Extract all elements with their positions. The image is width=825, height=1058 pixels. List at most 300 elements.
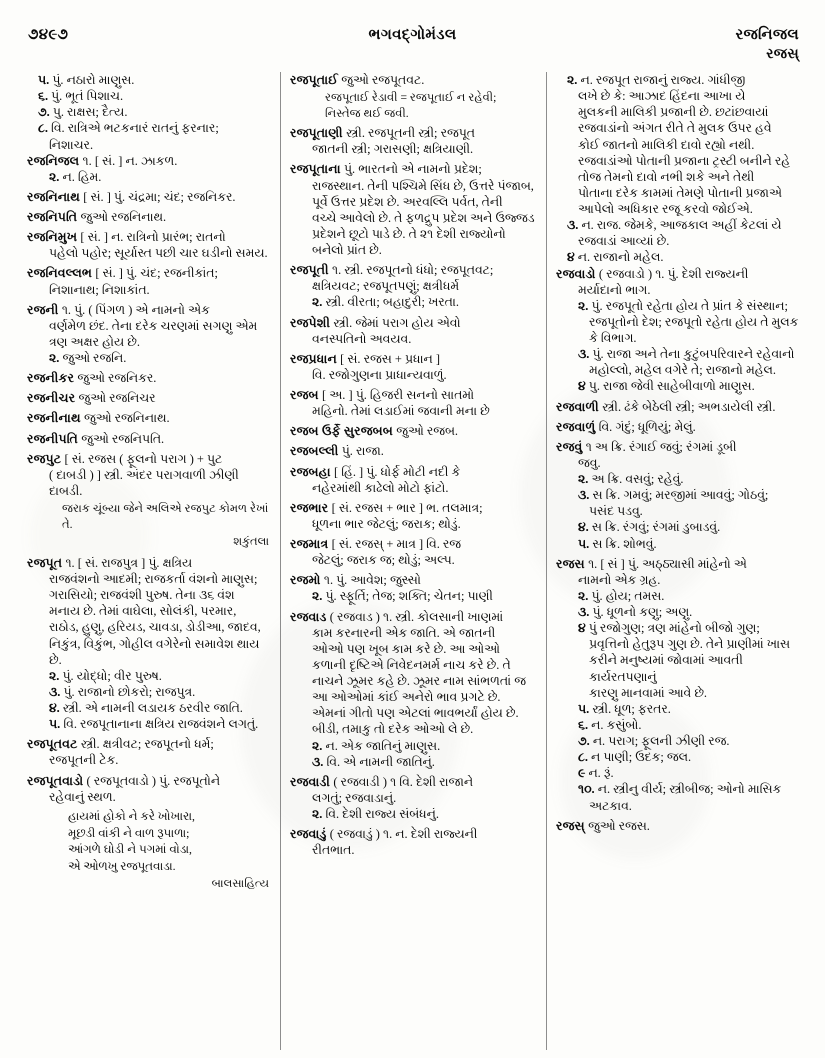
entry-headword: રજપૂતાના xyxy=(290,162,344,177)
entry-continuation-line: બનેલો પ્રાંત છે. xyxy=(312,243,382,258)
entry-continuation-line: એમનાં ગીતો પણ એટલાં ભાવભર્યાં હોય છે. xyxy=(312,706,519,721)
entry-continuation-line: નહેરમાંથી કાઢેલો મોટો ફાંટો. xyxy=(312,480,449,495)
sense-first-line xyxy=(578,519,802,535)
sense-text: વિ. દેશી રાજ્ય સંબંધનું. xyxy=(325,807,439,822)
entry-headword: રજપ્રધાન xyxy=(290,351,341,366)
guide-words xyxy=(735,26,799,63)
dictionary-entry xyxy=(27,555,271,732)
sense-first-line xyxy=(578,749,802,765)
sense-block xyxy=(301,294,537,310)
sense-block xyxy=(301,806,537,822)
sense-block xyxy=(301,738,537,754)
entry-definition: પું. રાજા. xyxy=(341,444,384,459)
entry-continuation-line: બીડી, તમાકુ તો દરેક ઓઓ લે છે. xyxy=(312,722,474,737)
sense-first-line xyxy=(312,294,537,310)
sense-text: જુઓ રજનિ. xyxy=(62,351,127,365)
entry-continuation-line: રાઠોડ, હુણુ, હરિયડ, ચાવડા, ડોડીઆ, જાદવ, xyxy=(49,620,261,635)
entry-headword: રજનીચર xyxy=(27,391,79,406)
sense-block xyxy=(38,668,271,684)
entry-definition: ૧. પું. આવેશ; જુસ્સો xyxy=(323,573,421,588)
sense-first-line xyxy=(38,120,271,136)
entry-first-line xyxy=(290,161,537,177)
sense-block xyxy=(38,684,271,700)
sense-text: ન. રજપૂત રાજાનું રાજ્ય. ગાંધીજી xyxy=(580,73,746,87)
entry-definition: [ અ. ] પું. હિજરી સનનો સાતમો xyxy=(321,388,475,403)
entry-continuation-line: કળાની દૃષ્ટિએ નિવેદનમર્મ નાચ કરે છે. તે xyxy=(312,657,511,672)
dictionary-entry xyxy=(290,72,537,121)
entry-first-line xyxy=(290,572,537,588)
sense-text: પું. નઠારો માણુસ. xyxy=(52,73,135,87)
entry-headword: રજપૂતી xyxy=(290,263,333,278)
sense-block xyxy=(567,620,802,701)
entry-definition: સ્ત્રી. રજપૂતની સ્ત્રી; રજપૂત xyxy=(346,126,475,141)
dictionary-entry xyxy=(27,773,271,892)
entry-continuation-line: નિકુંત્ર, વિકુંભ, ગોહીલ વગેરેનો સમાવેશ થાય છે. xyxy=(49,636,260,667)
sense-number: ૫. xyxy=(578,701,593,716)
entry-headword: રજનીકર xyxy=(27,371,78,386)
sense-first-line xyxy=(578,620,802,636)
column-2 xyxy=(280,72,546,1050)
quotation-block xyxy=(301,90,537,121)
sense-number: ૬. xyxy=(38,89,52,104)
sense-text: વિ. રાત્રિએ ભટકનારં રાતનું ફરનાર; xyxy=(51,121,219,136)
sense-number: ૨. xyxy=(578,588,592,603)
sense-number: ૪ xyxy=(578,379,589,394)
sense-text: વિ. રજપૂતાનાના ક્ષત્રિય રાજવંશને લગતું. xyxy=(63,717,259,732)
entry-first-line xyxy=(290,500,537,516)
sense-first-line xyxy=(578,536,802,552)
entry-definition: ૧ અ ક્રિ. રંગાઈ જવું; રંગમાં ડૂબી xyxy=(585,439,737,454)
entry-continuation-line: ત્રણ અક્ષર હોય છે. xyxy=(49,334,140,349)
sense-text: પુ. રાક્ષસ; દૈત્ય. xyxy=(52,105,128,120)
entry-continuation-line: તોજ તેમનો દાવો નભી શકે અને તેથી xyxy=(578,169,755,184)
sense-first-line xyxy=(49,169,271,185)
sense-block xyxy=(567,536,802,552)
entry-continuation-line: મહોલ્લો, મહેલ વગેરે તે; રાજાનો મહેલ. xyxy=(589,363,777,378)
entry-definition: જુઓ રજનિનાથ. xyxy=(80,210,167,224)
entry-continuation-line: રાજવંશનો આદમી; રાજકર્તા વંશનો માણુસ; xyxy=(49,572,258,587)
sense-block xyxy=(27,88,271,104)
entry-first-line xyxy=(556,399,802,415)
entry-continuation-line: મનાય છે. તેમાં વાઘેલા, સોલંકી, પરમાર, xyxy=(49,604,237,619)
quotation-line: રજપૂતાઈ રેડાવી = રજપૂતાઈ ન રહેવી; xyxy=(325,91,497,105)
entry-continuation-line: ક્ષત્રિયવટ; રજપૂતપણું; ક્ષત્રીધર્મ xyxy=(312,279,460,294)
dictionary-entry xyxy=(290,500,537,532)
sense-text: ન. પરાગ; ફૂલની ઝીણી રજ. xyxy=(592,734,730,748)
entry-first-line xyxy=(27,370,271,386)
entry-definition: [ સં. રજસ ( ફૂલનો પરાગ ) + પુટ xyxy=(64,451,223,466)
entry-headword: રજપૂત xyxy=(27,555,66,570)
entry-continuation-line: ધૂળના ભાર જેટલું; જરાક; થોડું. xyxy=(312,516,461,531)
sense-block xyxy=(38,716,271,732)
verse-line: આંગળે ઘોડી ને પગમાં વોડા, xyxy=(68,842,193,857)
entry-continuation-line: ગરાસિયો; રાજવંશી પુરુષ. તેના ૩૬ વંશ xyxy=(49,588,235,603)
sense-text: સ ક્રિ. શોભવું. xyxy=(592,536,657,551)
sense-number: ૪ xyxy=(578,621,589,636)
entry-continuation-line: રજવાડાંઓ પોતાની પ્રજાના ટ્રસ્ટી બનીને રહે xyxy=(578,153,791,168)
entry-first-line xyxy=(27,209,271,225)
sense-first-line xyxy=(578,717,802,733)
book-title: ભગવદ્ગોમંડલ xyxy=(368,27,457,43)
entry-first-line xyxy=(27,451,271,467)
entry-first-line xyxy=(556,419,802,435)
entry-headword: રજસ્ xyxy=(556,818,589,833)
dictionary-entry xyxy=(290,443,537,459)
sense-text: અ ક્રિ. વસવું; રહેવું. xyxy=(591,472,684,486)
dictionary-entry xyxy=(556,419,802,435)
sense-block xyxy=(27,120,271,152)
entry-first-line xyxy=(290,826,537,842)
sense-first-line xyxy=(578,298,802,314)
sense-number: ૨. xyxy=(312,589,326,604)
entry-continuation-line: કારણુ માનવામાં આવે છે. xyxy=(589,685,707,700)
entry-continuation-line: લગતું; રજવાડાનું. xyxy=(312,790,397,805)
sense-text: પુ. રાજા જેવી સાહેબીવાળો માણુસ. xyxy=(588,379,755,394)
entry-headword: રજનિજલ xyxy=(27,153,83,168)
entry-definition: ૧. સ્ત્રી. રજપૂતનો ધંધો; રજપૂતવટ; xyxy=(332,263,494,278)
entry-definition: જુઓ રજનિનાથ. xyxy=(83,411,170,426)
sense-block xyxy=(556,249,802,265)
sense-block xyxy=(567,749,802,765)
quotation-line: નિસ્તેજ થઈ જવી. xyxy=(325,106,409,120)
sense-first-line xyxy=(49,668,271,684)
sense-number: ૩. xyxy=(49,684,64,699)
entry-headword: રજનીપતિ xyxy=(27,431,82,446)
entry-first-line xyxy=(556,556,802,572)
entry-first-line xyxy=(27,153,271,169)
entry-definition: ૧. [ સં ] પું. અઠ્ઠ્યાસી માંહેનો એ xyxy=(588,556,747,571)
sense-block xyxy=(567,487,802,519)
sense-text: ન. રાજ. જેમકે, આજકાલ અહીં કેટલાં યે xyxy=(581,218,782,233)
sense-text: સ્ત્રી. વીરતા; બહાદુરી; ખરતા. xyxy=(325,295,460,310)
dictionary-entry xyxy=(290,572,537,604)
sense-text: પું રજોગુણ; ત્રણ માંહેનો બીજો ગુણ; xyxy=(588,621,760,636)
entry-continuation-line: મુલકની માલિકી પ્રજાની છે. છટાંછવાયાં xyxy=(578,105,769,120)
sense-first-line xyxy=(578,588,802,604)
dictionary-entry xyxy=(556,439,802,552)
sense-number: ૩. xyxy=(567,218,582,233)
entry-first-line xyxy=(556,439,802,455)
entry-definition: [ હિં. ] પું. ધોર્ફ મોટી નદી કે xyxy=(334,464,461,479)
sense-text: વિ. એ નામની જાતિનું. xyxy=(326,754,435,769)
sense-block xyxy=(567,781,802,813)
entry-first-line xyxy=(27,431,271,447)
entry-continuation-line: મહિનો. તેમાં લડાઈમાં જવાની મના છે xyxy=(312,404,490,419)
entry-headword: રજમાત્ર xyxy=(290,537,332,552)
dictionary-entry xyxy=(27,431,271,447)
quotation-attribution: શકુંતલા xyxy=(233,536,269,549)
dictionary-entry xyxy=(27,265,271,297)
sense-number: ૭. xyxy=(578,734,593,748)
entry-continuation-line: આપેલો અધિકાર રજૂ કરવો જોઈએ. xyxy=(578,202,753,216)
entry-first-line xyxy=(290,423,537,439)
entry-continuation-line: લખે છે કે: આઝાદ હિંદના આખા યે xyxy=(578,89,746,104)
entry-continuation-line: વર્ણમેળ છંદ. તેના દરેક ચરણમાં સગણુ એમ xyxy=(49,318,258,333)
entry-definition: [ સં. ] પું. ચંદ્રમા; ચંદ; રજનિકર. xyxy=(83,189,236,204)
entry-continuation-line: આ ઓઓમાં કાંઈ અનેરો ભાવ પ્રગટે છે. xyxy=(312,690,501,705)
sense-first-line xyxy=(578,471,802,487)
sense-block xyxy=(567,471,802,487)
sense-number: ૩. xyxy=(578,488,593,503)
entry-headword: રજબહા xyxy=(290,464,335,479)
entry-headword: રજવાડ xyxy=(290,609,330,624)
sense-first-line xyxy=(578,701,802,717)
sense-number: ૮. xyxy=(578,750,592,765)
entry-definition: ૧. [ સં. ] ન. ઝાકળ. xyxy=(82,153,178,168)
dictionary-entry xyxy=(290,464,537,496)
entry-headword: રજવું xyxy=(556,439,586,454)
entry-continuation-line: પહેલો પહોર; સૂર્યાસ્ત પછી ચાર ઘડીનો સમય. xyxy=(49,246,268,261)
page-folio-number: ૭૪૯૭ xyxy=(28,27,69,43)
entry-definition: ૧. પું. ( પિંગળ ) એ નામનો એક xyxy=(61,302,210,317)
entry-continuation-line: વચ્ચે આવેલો છે. તે ફળદ્રુપ પ્રદેશ અને ઉજ્જડ xyxy=(312,210,535,225)
dictionary-entry xyxy=(27,302,271,367)
sense-text: ન. સ્ત્રીનુ વીર્ય; સ્ત્રીબીજ; ઓનો માસિક xyxy=(597,782,782,797)
column-1 xyxy=(18,72,280,1050)
entry-definition: જુઓ રજપૂતવટ. xyxy=(341,73,425,87)
sense-block xyxy=(38,169,271,185)
sense-number: ૨. xyxy=(49,169,63,184)
dictionary-entry xyxy=(290,125,537,157)
verse-attribution: બાલસાહિત્ય xyxy=(211,877,269,890)
sense-number: ૨. xyxy=(49,351,63,365)
entry-definition: [ સં. રજસ + ભાર ] ભ. તલમાત્ર; xyxy=(331,500,483,515)
quotation-line: જરાક ચૂંબ્યા જેને અલિએ રજપુટ કોમળ રેખાં તે. xyxy=(62,502,269,531)
entry-definition: ( રજવાડી ) ૧ વિ. દેશી રાજાને xyxy=(333,774,474,789)
entry-headword: રજનિમુખ xyxy=(27,230,81,245)
sense-number: ૪. xyxy=(49,701,63,716)
entry-continuation-line: કામ કરનારની એક જાતિ. એ જાતની xyxy=(312,625,496,640)
entry-headword: રજપૂતાણી xyxy=(290,126,347,141)
sense-number: ૨. xyxy=(312,807,326,822)
sense-text: પું. રાજા અને તેના કુટુંબપરિવારને રહેવાનો xyxy=(592,347,795,362)
entry-first-line xyxy=(290,72,537,88)
entry-first-line xyxy=(556,818,802,834)
sense-first-line xyxy=(38,72,271,88)
entry-first-line xyxy=(27,265,271,281)
entry-definition: જુઓ રજનિચર xyxy=(78,391,156,406)
sense-number: ૪. xyxy=(578,520,592,535)
dictionary-entry xyxy=(27,209,271,225)
sense-first-line xyxy=(38,88,271,104)
entry-definition: જુઓ રજનિપતિ. xyxy=(81,431,165,446)
entry-continuation-line: રજવાડાં આવ્યાં છે. xyxy=(578,234,670,249)
entry-definition: વિ. ગંદું; ધૂળિયું; મેલું. xyxy=(598,419,696,434)
entry-first-line xyxy=(27,390,271,406)
dictionary-entry xyxy=(290,315,537,347)
dictionary-entry xyxy=(27,153,271,185)
entry-headword: રજભાર xyxy=(290,500,332,515)
sense-first-line xyxy=(312,588,537,604)
sense-number: ૨. xyxy=(312,295,326,310)
entry-headword: રજવાડું xyxy=(290,827,330,842)
sense-block xyxy=(556,72,802,217)
quotation-block xyxy=(38,501,271,532)
entry-definition: ૧. [ સં. રાજપુત્ર ] પું. ક્ષત્રિય xyxy=(65,555,193,570)
entry-definition: [ સં. ] ન. રાત્રિનો પ્રારંભ; રાતનો xyxy=(80,230,226,245)
sense-text: પું. સ્ફૂર્તિ; તેજ; શક્તિ; ચેતન; પાણી xyxy=(325,589,493,604)
dictionary-entry xyxy=(290,387,537,419)
dictionary-entry xyxy=(290,423,537,439)
verse-block xyxy=(38,808,271,875)
sense-block xyxy=(567,717,802,733)
sense-first-line xyxy=(312,738,537,754)
sense-block xyxy=(567,519,802,535)
sense-number: ૫. xyxy=(49,717,64,732)
dictionary-entry xyxy=(27,189,271,205)
dictionary-entry xyxy=(27,410,271,426)
entry-first-line xyxy=(27,229,271,245)
dictionary-entry xyxy=(27,229,271,261)
sense-number: ૨. xyxy=(49,668,63,683)
entry-headword: રજબલ્લી xyxy=(290,444,342,459)
dictionary-entry xyxy=(290,609,537,770)
sense-block xyxy=(27,104,271,120)
sense-first-line xyxy=(49,700,271,716)
entry-continuation-line: રહેવાનું સ્થળ. xyxy=(49,789,116,804)
entry-first-line xyxy=(290,315,537,331)
entry-first-line xyxy=(290,536,537,552)
sense-number: ૨. xyxy=(578,472,592,486)
sense-number: ૩. xyxy=(578,605,593,619)
sense-block xyxy=(301,754,537,770)
entry-first-line xyxy=(290,443,537,459)
sense-first-line xyxy=(578,487,802,503)
entry-headword: રજપેશી xyxy=(290,315,334,330)
entry-continuation-line: રાજસ્થાન. તેની પશ્ચિમે સિંધ છે, ઉત્તરે પંજાબ, xyxy=(312,178,534,193)
sense-number: ૪ xyxy=(567,250,578,265)
entry-headword: રજનિપતિ xyxy=(27,210,81,224)
sense-first-line xyxy=(312,754,537,770)
sense-text: પું. યોદ્ધો; વીર પુરુષ. xyxy=(62,668,162,683)
sense-first-line xyxy=(567,217,802,233)
entry-continuation-line: કરીને મનુષ્યમાં જોવામાં આવતી કાર્યરતપણાનું xyxy=(589,653,743,684)
entry-headword: રજવાળું xyxy=(556,419,599,434)
sense-first-line xyxy=(578,765,802,781)
entry-continuation-line: નિશાનાથ; નિશાકાંત. xyxy=(49,282,150,297)
entry-first-line xyxy=(27,410,271,426)
entry-continuation-line: મર્યાદાનો ભાગ. xyxy=(578,282,651,297)
entry-continuation-line: રજવાડાંનો અંગત રીતે તે મુલક ઉપર હવે xyxy=(578,121,772,136)
sense-block xyxy=(567,588,802,604)
entry-continuation-line: વિ. રજોગુણના પ્રાધાન્યવાળું. xyxy=(312,367,447,382)
entry-headword: રજની xyxy=(27,302,62,317)
text-columns xyxy=(18,72,811,1050)
sense-first-line xyxy=(312,806,537,822)
sense-first-line xyxy=(49,716,271,732)
sense-first-line xyxy=(49,684,271,700)
dictionary-entry xyxy=(27,370,271,386)
sense-first-line xyxy=(567,72,802,88)
dictionary-entry xyxy=(290,536,537,568)
entry-first-line xyxy=(290,774,537,790)
sense-first-line xyxy=(578,378,802,394)
dictionary-entry xyxy=(556,556,802,814)
sense-block xyxy=(556,217,802,249)
sense-first-line xyxy=(578,781,802,797)
entry-continuation-line: રજપૂતની ટેક. xyxy=(49,753,119,768)
entry-first-line xyxy=(290,125,537,141)
entry-headword: રજનિવલ્લભ xyxy=(27,266,96,281)
sense-first-line xyxy=(578,604,802,620)
sense-number: ૨. xyxy=(578,298,592,313)
entry-continuation-line: ઓઓ પણ ખૂબ કામ કરે છે. આ ઓઓ xyxy=(312,641,500,656)
guide-word-primary: રજનિજલ xyxy=(735,27,799,43)
entry-headword: રજસ xyxy=(556,556,589,571)
entry-continuation-line: પસંદ પડવુ. xyxy=(589,504,643,519)
entry-first-line xyxy=(27,302,271,318)
sense-block xyxy=(567,378,802,394)
sense-first-line xyxy=(49,350,271,366)
dictionary-entry xyxy=(290,351,537,383)
entry-headword: રજપુટ xyxy=(27,451,65,466)
entry-headword: રજબ xyxy=(290,388,322,403)
sense-number: ૯ xyxy=(578,766,589,781)
verse-line: એ ઓળખુ રજપૂતવાડા. xyxy=(68,859,176,874)
entry-continuation-line: ( દાબડી ) ] સ્ત્રી. અંદર પરાગવાળી ઝીણી xyxy=(49,467,239,482)
entry-definition: જુઓ રજસ. xyxy=(588,818,650,833)
sense-text: પું. ધૂળનો કણુ; અણુ. xyxy=(592,605,693,619)
entry-first-line xyxy=(27,555,271,571)
entry-headword: રજપૂતવટ xyxy=(27,737,81,752)
entry-definition: સ્ત્રી. ઢંકે બેઠેલી સ્ત્રી; અભડાયેલી સ્ત્રી. xyxy=(602,399,776,414)
sense-block xyxy=(301,588,537,604)
entry-first-line xyxy=(290,387,537,403)
entry-continuation-line: નામનો એક ગ્રહ. xyxy=(578,572,661,587)
entry-definition: જુઓ રજનિકર. xyxy=(77,371,157,386)
entry-definition: જુઓ રજબ. xyxy=(396,424,459,439)
sense-block xyxy=(567,604,802,620)
sense-text: સ ક્રિ. ગમવું; મરજીમાં આવવું; ગોઠવું; xyxy=(592,488,769,503)
entry-continuation-line: જવુ. xyxy=(578,455,601,470)
guide-word-secondary: રજસ્ xyxy=(766,47,799,62)
sense-number: ૨. xyxy=(567,73,581,87)
sense-block xyxy=(27,72,271,88)
sense-text: સ્ત્રી. ધૂળ; ફરતર. xyxy=(592,701,671,716)
entry-definition: સ્ત્રી. જેમાં પરાગ હોય એવો xyxy=(333,315,461,330)
dictionary-entry xyxy=(556,399,802,415)
sense-text: સ્ત્રી. એ નામની લડાયક ઠરવીર જાતિ. xyxy=(62,701,243,716)
sense-text: ન. રાજાનો મહેલ. xyxy=(577,250,664,265)
entry-first-line xyxy=(290,609,537,625)
sense-text: ન. કસુંબો. xyxy=(591,717,642,732)
entry-continuation-line: વનસ્પતિનો અવયવ. xyxy=(312,331,412,346)
entry-definition: ( રજવાડો ) ૧. પું. દેશી રાજ્યની xyxy=(598,266,749,281)
entry-definition: પું. ભારતનો એ નામનો પ્રદેશ; xyxy=(343,162,482,177)
sense-text: ન. હિમ. xyxy=(62,169,102,184)
sense-number: ૩. xyxy=(312,754,327,769)
dictionary-entry xyxy=(290,826,537,858)
entry-continuation-line: દાબડી. xyxy=(49,483,83,498)
entry-headword: રજપૂતાઈ xyxy=(290,73,342,87)
entry-definition: ( રજપૂતવાડો ) પું. રજપૂતોને xyxy=(86,773,221,788)
sense-first-line xyxy=(578,346,802,362)
dictionary-entry xyxy=(290,262,537,310)
sense-number: ૮. xyxy=(38,121,52,136)
sense-block xyxy=(38,350,271,366)
entry-first-line xyxy=(290,464,537,480)
entry-continuation-line: પ્રવૃત્તિનો હેતુરૂપ ગુણ છે. તેને પ્રાણીમાં ખાસ xyxy=(589,637,791,652)
entry-continuation-line: નિશાચર. xyxy=(49,137,94,152)
entry-headword: રજપૂતવાડો xyxy=(27,773,87,788)
sense-block xyxy=(567,298,802,346)
entry-first-line xyxy=(290,262,537,278)
sense-text: પું. રજપૂતો રહેતા હોય તે પ્રાંત કે સંસ્થાન; xyxy=(591,298,788,313)
sense-block xyxy=(567,701,802,717)
sense-block xyxy=(567,346,802,378)
entry-definition: [ સં. રજસ્ + માત્ર ] વિ. રજ xyxy=(331,537,462,552)
sense-first-line xyxy=(578,733,802,749)
